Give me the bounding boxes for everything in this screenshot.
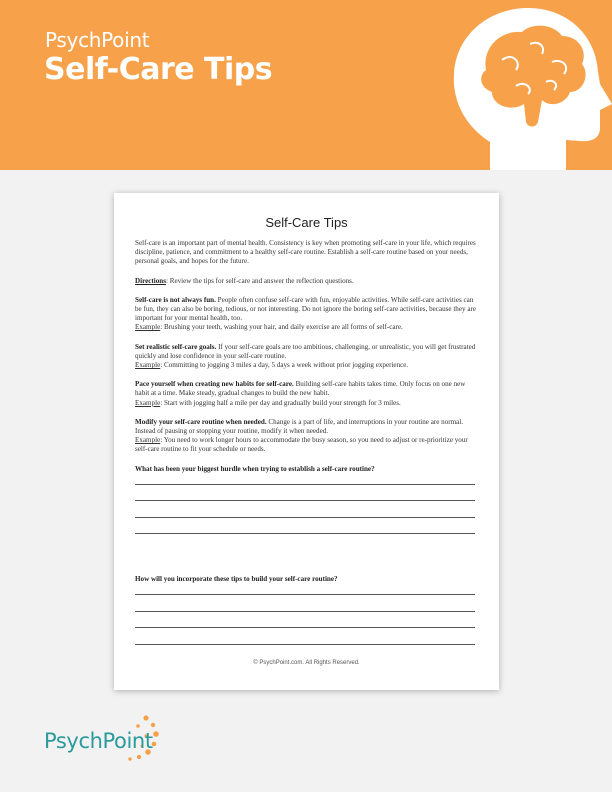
tip-example-label: Example bbox=[135, 436, 161, 445]
tip-heading: Set realistic self-care goals. bbox=[135, 342, 217, 351]
head-brain-icon bbox=[420, 0, 612, 170]
tip-body: If your self-care goals are too ambitious, challenging, or unrealistic, you will get frustrated quickly and lose confidence in your self-care routine. bbox=[135, 342, 476, 360]
tip-example: : You need to work longer hours to accommodate the busy season, so you need to adjust or re-prioritize your self-care routine to fit your schedule or needs. bbox=[135, 436, 468, 454]
tip-3 bbox=[135, 380, 477, 408]
answer-line[interactable] bbox=[135, 594, 475, 595]
tip-example: : Committing to jogging 3 miles a day, 5 days a week without prior jogging experience. bbox=[160, 361, 409, 370]
tip-body: People often confuse self-care with fun, enjoyable activities. While self-care activities can be fun, they can also be boring, tedious, or not interesting. Do not ignore the boring self-care activities, because they are important for your mental health, too. bbox=[135, 295, 476, 323]
worksheet-content bbox=[135, 239, 477, 660]
header-banner bbox=[0, 0, 612, 170]
intro-paragraph: Self-care is an important part of mental health. Consistency is key when promoting self-care in your life, which requires discipline, patience, and commitment to a healthy self-care routine. Establish a self-care routine based on your needs, personal goals, and hopes for the future. bbox=[135, 239, 476, 266]
tip-heading: Pace yourself when creating new habits for self-care. bbox=[135, 380, 294, 389]
brand-name: PsychPoint bbox=[45, 28, 150, 52]
answer-line[interactable] bbox=[135, 627, 475, 628]
worksheet-title: Self-Care Tips bbox=[265, 215, 348, 230]
footer-logo: PsychPoint bbox=[44, 729, 153, 753]
answer-line[interactable] bbox=[135, 533, 475, 534]
copyright-footer: © PsychPoint.com. All Rights Reserved. bbox=[253, 660, 360, 666]
question-1: What has been your biggest hurdle when trying to establish a self-care routine? bbox=[135, 464, 375, 473]
tip-body: Change is a part of life, and interruptions in your routine are normal. Instead of pausing or stopping your routine, modify it when needed. bbox=[135, 417, 464, 436]
question-2: How will you incorporate these tips to build your self-care routine? bbox=[135, 574, 338, 583]
tip-example-label: Example bbox=[135, 323, 161, 332]
tip-4 bbox=[135, 418, 477, 455]
tip-example: : Start with jogging half a mile per day and gradually build your strength for 3 miles. bbox=[160, 398, 401, 407]
answer-line[interactable] bbox=[135, 500, 475, 501]
directions-text: : Review the tips for self-care and answer the reflection questions. bbox=[166, 276, 354, 285]
tip-body: Building self-care habits takes time. Only focus on one new habit at a time. Make steady, gradual changes to build the new habit. bbox=[135, 380, 466, 398]
answer-line[interactable] bbox=[135, 484, 475, 485]
tip-2 bbox=[135, 343, 477, 371]
tip-example: : Brushing your teeth, washing your hair, and daily exercise are all forms of self-care. bbox=[160, 323, 403, 332]
directions bbox=[135, 277, 477, 286]
tip-example-label: Example bbox=[135, 398, 161, 407]
tip-heading: Modify your self-care routine when needed. bbox=[135, 417, 267, 426]
directions-label: Directions bbox=[135, 276, 166, 285]
tip-heading: Self-care is not always fun. bbox=[135, 295, 216, 304]
answer-line[interactable] bbox=[135, 611, 475, 612]
tip-example-label: Example bbox=[135, 361, 161, 370]
worksheet-page bbox=[114, 193, 499, 690]
answer-line[interactable] bbox=[135, 517, 475, 518]
tip-1 bbox=[135, 296, 477, 333]
answer-line[interactable] bbox=[135, 644, 475, 645]
page-title: Self-Care Tips bbox=[44, 52, 273, 87]
